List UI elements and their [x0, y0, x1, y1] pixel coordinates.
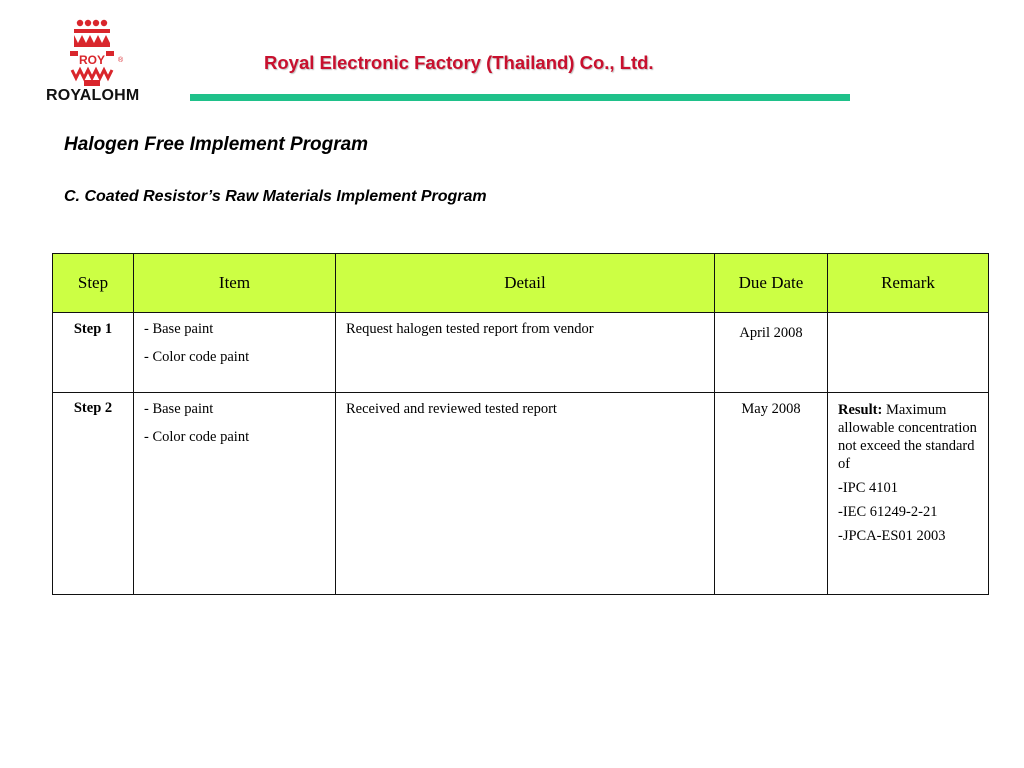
logo-text: ROYALOHM: [46, 87, 140, 104]
step-cell: Step 1: [53, 313, 134, 393]
standard-item: -IEC 61249-2-21: [838, 504, 938, 520]
due-date-cell: April 2008: [715, 313, 828, 393]
column-header-item: Item: [134, 254, 336, 313]
svg-text:®: ®: [118, 57, 124, 64]
step-cell: Step 2: [53, 393, 134, 595]
table-header-row: [53, 254, 989, 313]
column-header-remark: Remark: [828, 254, 989, 313]
standard-item: -JPCA-ES01 2003: [838, 528, 946, 544]
table-row: [53, 313, 989, 393]
item-line: - Color code paint: [144, 429, 250, 445]
page-title: Halogen Free Implement Program: [64, 134, 369, 155]
detail-cell: Received and reviewed tested report: [336, 393, 715, 595]
page-subtitle: C. Coated Resistor’s Raw Materials Implement Program: [64, 188, 487, 205]
due-date-cell: May 2008: [715, 393, 828, 595]
remark-result-label: Result:: [838, 402, 883, 418]
column-header-detail: Detail: [336, 254, 715, 313]
item-line: - Base paint: [144, 401, 214, 417]
header-accent-bar: [190, 94, 850, 101]
remark-cell: [828, 313, 989, 393]
remark-cell: [828, 393, 989, 595]
remark-result: [838, 401, 978, 473]
svg-text:ROY: ROY: [78, 53, 106, 67]
table-row: [53, 393, 989, 595]
implement-program-table: [52, 253, 989, 595]
detail-cell: Request halogen tested report from vendor: [336, 313, 715, 393]
company-name: Royal Electronic Factory (Thailand) Co., Ltd.: [264, 52, 654, 73]
column-header-due-date: Due Date: [715, 254, 828, 313]
column-header-step: Step: [53, 254, 134, 313]
item-cell: [134, 393, 336, 595]
item-cell: [134, 313, 336, 393]
item-line: - Color code paint: [144, 349, 250, 365]
standard-item: -IPC 4101: [838, 480, 899, 496]
remark-result-text: Maximum allowable concentration not exceed the standard of: [838, 402, 977, 472]
item-line: - Base paint: [144, 321, 214, 337]
